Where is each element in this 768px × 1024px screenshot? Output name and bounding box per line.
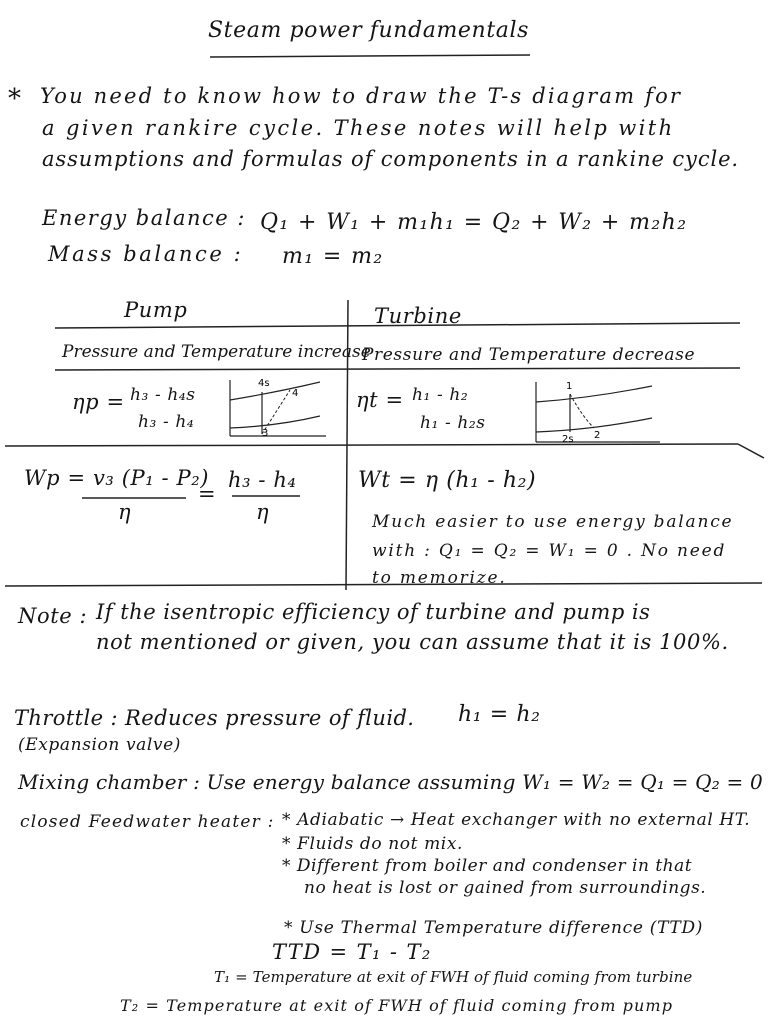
intro-line-3: assumptions and formulas of components in a rankine cycle. (42, 147, 740, 171)
page-title: Steam power fundamentals (208, 18, 530, 43)
fwh-bullet-1: * Adiabatic → Heat exchanger with no external HT. (282, 810, 751, 830)
mixing-chamber-text: Mixing chamber : Use energy balance assuming W₁ = W₂ = Q₁ = Q₂ = 0 (18, 770, 763, 794)
pump-work-numerator-2: h₃ - h₄ (228, 468, 297, 492)
pump-work-denominator: η (118, 500, 132, 524)
fwh-bullet-4: * Use Thermal Temperature difference (TTD) (284, 918, 704, 938)
fwh-bullet-3: * Different from boiler and condenser in that (282, 856, 693, 876)
fwh-label: closed Feedwater heater : (20, 812, 275, 832)
pump-efficiency-numerator: h₃ - h₄s (130, 385, 196, 405)
pump-diagram-label-3: 3 (262, 428, 269, 438)
pump-efficiency-lhs: ηp = (72, 390, 125, 414)
turbine-header: Turbine (374, 304, 462, 328)
intro-line-2: a given rankire cycle. These notes will help with (42, 116, 675, 140)
turbine-diagram-label-1: 1 (566, 381, 573, 392)
turbine-work-equation: Wt = η (h₁ - h₂) (358, 468, 537, 493)
note-line-1: If the isentropic efficiency of turbine and pump is (96, 600, 651, 624)
mass-balance-label: Mass balance : (48, 242, 244, 266)
t2-definition: T₂ = Temperature at exit of FWH of fluid coming from pump (120, 996, 674, 1015)
note-line-2: not mentioned or given, you can assume that it is 100%. (96, 630, 729, 654)
pump-diagram-label-4: 4 (292, 388, 299, 399)
fwh-bullet-2: * Fluids do not mix. (282, 834, 464, 854)
throttle-subtitle: (Expansion valve) (18, 735, 182, 755)
turbine-efficiency-numerator: h₁ - h₂ (412, 385, 469, 405)
turbine-diagram-label-2: 2 (594, 430, 601, 441)
pump-work-equals: = (198, 482, 217, 506)
turbine-note-line-2: with : Q₁ = Q₂ = W₁ = 0 . No need (372, 541, 727, 561)
ttd-equation: TTD = T₁ - T₂ (272, 940, 432, 964)
intro-line-1: You need to know how to draw the T-s diagram for (40, 84, 683, 108)
pump-work-denominator-2: η (256, 500, 270, 524)
pump-work-fraction-bars (0, 490, 380, 510)
turbine-efficiency-lhs: ηt = (356, 388, 404, 412)
pump-work-lhs: Wp = v₃ (P₁ - P₂) (24, 466, 210, 490)
intro-bullet: * (8, 84, 22, 114)
pump-effect: Pressure and Temperature increase (62, 342, 371, 362)
energy-balance-label: Energy balance : (42, 206, 246, 230)
t1-definition: T₁ = Temperature at exit of FWH of fluid coming from turbine (214, 968, 693, 986)
fwh-bullet-3-cont: no heat is lost or gained from surroundings. (304, 878, 707, 898)
throttle-equation: h₁ = h₂ (458, 702, 541, 727)
pump-ts-diagram (228, 378, 328, 438)
note-label: Note : (18, 604, 88, 628)
turbine-effect: Pressure and Temperature decrease (362, 345, 696, 365)
pump-diagram-label-4s: 4s (258, 378, 270, 389)
turbine-ts-diagram (532, 380, 662, 444)
turbine-note-line-1: Much easier to use energy balance (372, 512, 734, 532)
pump-efficiency-denominator: h₃ - h₄ (138, 412, 195, 432)
turbine-note-line-3: to memorize. (372, 568, 507, 588)
energy-balance-equation: Q₁ + W₁ + m₁h₁ = Q₂ + W₂ + m₂h₂ (260, 210, 688, 235)
throttle-text: Throttle : Reduces pressure of fluid. (14, 706, 415, 730)
turbine-diagram-label-2s: 2s (562, 434, 574, 444)
mass-balance-equation: m₁ = m₂ (282, 244, 384, 269)
pump-header: Pump (124, 298, 188, 322)
turbine-efficiency-denominator: h₁ - h₂s (420, 413, 486, 433)
